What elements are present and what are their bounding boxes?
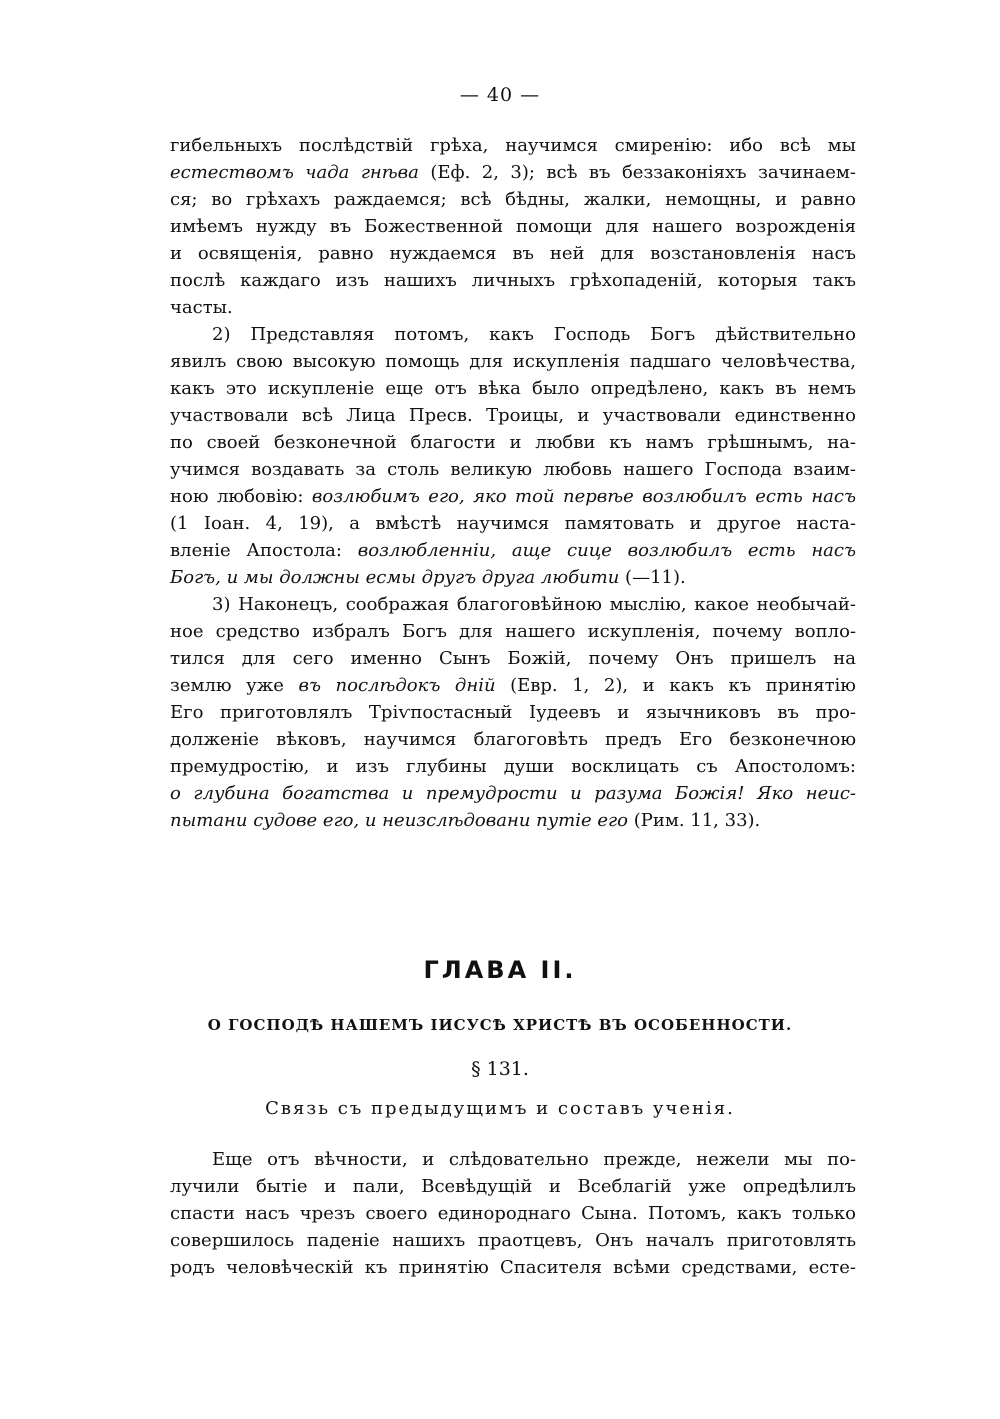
text-run: лучили бытіе и пали, Всевѣдущій и Всеблагій уже опредѣлилъ — [170, 1176, 856, 1197]
body-text-top — [170, 132, 856, 834]
text-line — [170, 186, 856, 213]
text-run: 2) Представляя потомъ, какъ Господь Богъ дѣйствительно — [212, 324, 856, 345]
text-run: (Евр. 1, 2), и какъ къ принятію — [495, 675, 856, 696]
text-line — [170, 429, 856, 456]
text-line — [170, 294, 856, 321]
text-line — [170, 159, 856, 186]
text-line — [170, 321, 856, 348]
text-line — [170, 348, 856, 375]
text-line — [170, 780, 856, 807]
body-text-bottom — [170, 1146, 856, 1281]
text-run: имѣемъ нужду въ Божественной помощи для нашего возрожденія — [170, 216, 856, 237]
text-run: (Еф. 2, 3); всѣ въ беззаконіяхъ зачинаем- — [418, 162, 856, 183]
text-line — [170, 1227, 856, 1254]
text-run: и освященія, равно нуждаемся въ ней для возстановленія насъ — [170, 243, 856, 264]
text-run: вленіе Апостола: — [170, 540, 358, 561]
text-run: какъ это искупленіе еще отъ вѣка было опредѣлено, какъ въ немъ — [170, 378, 856, 399]
text-run: ною любовію: — [170, 486, 312, 507]
text-run: тился для сего именно Сынъ Божій, почему Онъ пришелъ на — [170, 648, 856, 669]
chapter-subtitle: О ГОСПОДѢ НАШЕМЪ ІИСУСѢ ХРИСТѢ ВЪ ОСОБЕННОСТИ. — [207, 1016, 793, 1034]
text-line — [170, 726, 856, 753]
text-run: 3) Наконецъ, соображая благоговѣйною мыслію, какое необычай- — [212, 594, 856, 615]
text-line — [170, 456, 856, 483]
text-run: премудростію, и изъ глубины души восклицать съ Апостоломъ: — [170, 756, 856, 777]
italic-quote: возлюбимъ его, яко той первѣе возлюбилъ есть насъ — [311, 486, 856, 507]
text-run: ное средство избралъ Богъ для нашего искупленія, почему вопло- — [170, 621, 856, 642]
italic-quote: естествомъ чада гнѣва — [170, 162, 419, 183]
chapter-heading: ГЛАВА II. — [423, 956, 577, 984]
paragraph — [170, 1146, 856, 1281]
text-run: спасти насъ чрезъ своего единороднаго Сына. Потомъ, какъ только — [170, 1203, 856, 1224]
text-line — [170, 213, 856, 240]
text-run: землю уже — [170, 675, 299, 696]
text-line — [170, 753, 856, 780]
text-line — [170, 564, 856, 591]
text-run: Еще отъ вѣчности, и слѣдовательно прежде, нежели мы по- — [212, 1149, 856, 1170]
paragraph — [170, 132, 856, 321]
italic-quote: о глубина богатства и премудрости и разума Божія! Яко неис- — [170, 783, 856, 804]
paragraph — [170, 321, 856, 591]
text-line — [170, 267, 856, 294]
text-run: участвовали всѣ Лица Пресв. Троицы, и участвовали единственно — [170, 405, 856, 426]
text-run: Его приготовлялъ Тріѵпостасный Іудеевъ и язычниковъ въ про- — [170, 702, 856, 723]
text-run: послѣ каждаго изъ нашихъ личныхъ грѣхопаденій, которыя такъ — [170, 270, 856, 291]
text-line — [170, 1173, 856, 1200]
italic-quote: Богъ, и мы должны есмы другъ друга любити — [170, 567, 620, 588]
text-line — [170, 402, 856, 429]
text-line — [170, 375, 856, 402]
page-number: — 40 — — [459, 84, 541, 106]
text-run: родъ человѣческій къ принятію Спасителя всѣми средствами, есте- — [170, 1257, 856, 1278]
text-line — [170, 807, 856, 834]
text-run: по своей безконечной благости и любви къ намъ грѣшнымъ, на- — [170, 432, 856, 453]
text-run: учимся воздавать за столь великую любовь нашего Господа взаим- — [170, 459, 856, 480]
text-run: гибельныхъ послѣдствій грѣха, научимся смиренію: ибо всѣ мы — [170, 135, 856, 156]
section-number: § 131. — [471, 1058, 529, 1080]
text-run: долженіе вѣковъ, научимся благоговѣть предъ Его безконечною — [170, 729, 856, 750]
text-line — [170, 1200, 856, 1227]
text-run: совершилось паденіе нашихъ праотцевъ, Онъ началъ приготовлять — [170, 1230, 856, 1251]
text-run: явилъ свою высокую помощь для искупленія падшаго человѣчества, — [170, 351, 856, 372]
text-line — [170, 132, 856, 159]
text-line — [170, 240, 856, 267]
text-line — [170, 645, 856, 672]
text-run: (Рим. 11, 33). — [627, 810, 761, 831]
paragraph — [170, 591, 856, 834]
text-run: ся; во грѣхахъ раждаемся; всѣ бѣдны, жалки, немощны, и равно — [170, 189, 856, 210]
text-line — [170, 1146, 856, 1173]
text-line — [170, 591, 856, 618]
text-line — [170, 510, 856, 537]
text-line — [170, 537, 856, 564]
italic-quote: въ послѣдокъ дній — [298, 675, 496, 696]
text-line — [170, 672, 856, 699]
text-line — [170, 1254, 856, 1281]
text-run: (—11). — [619, 567, 686, 588]
text-line — [170, 699, 856, 726]
section-title: Связь съ предыдущимъ и составъ ученія. — [265, 1098, 735, 1119]
italic-quote: пытани судове его, и неизслѣдовани путіе его — [170, 810, 628, 831]
text-line — [170, 618, 856, 645]
text-run: часты. — [170, 297, 233, 318]
text-run: (1 Іоан. 4, 19), а вмѣстѣ научимся памятовать и другое наста- — [170, 513, 856, 534]
text-line — [170, 483, 856, 510]
italic-quote: возлюбленніи, аще сице возлюбилъ есть насъ — [357, 540, 856, 561]
